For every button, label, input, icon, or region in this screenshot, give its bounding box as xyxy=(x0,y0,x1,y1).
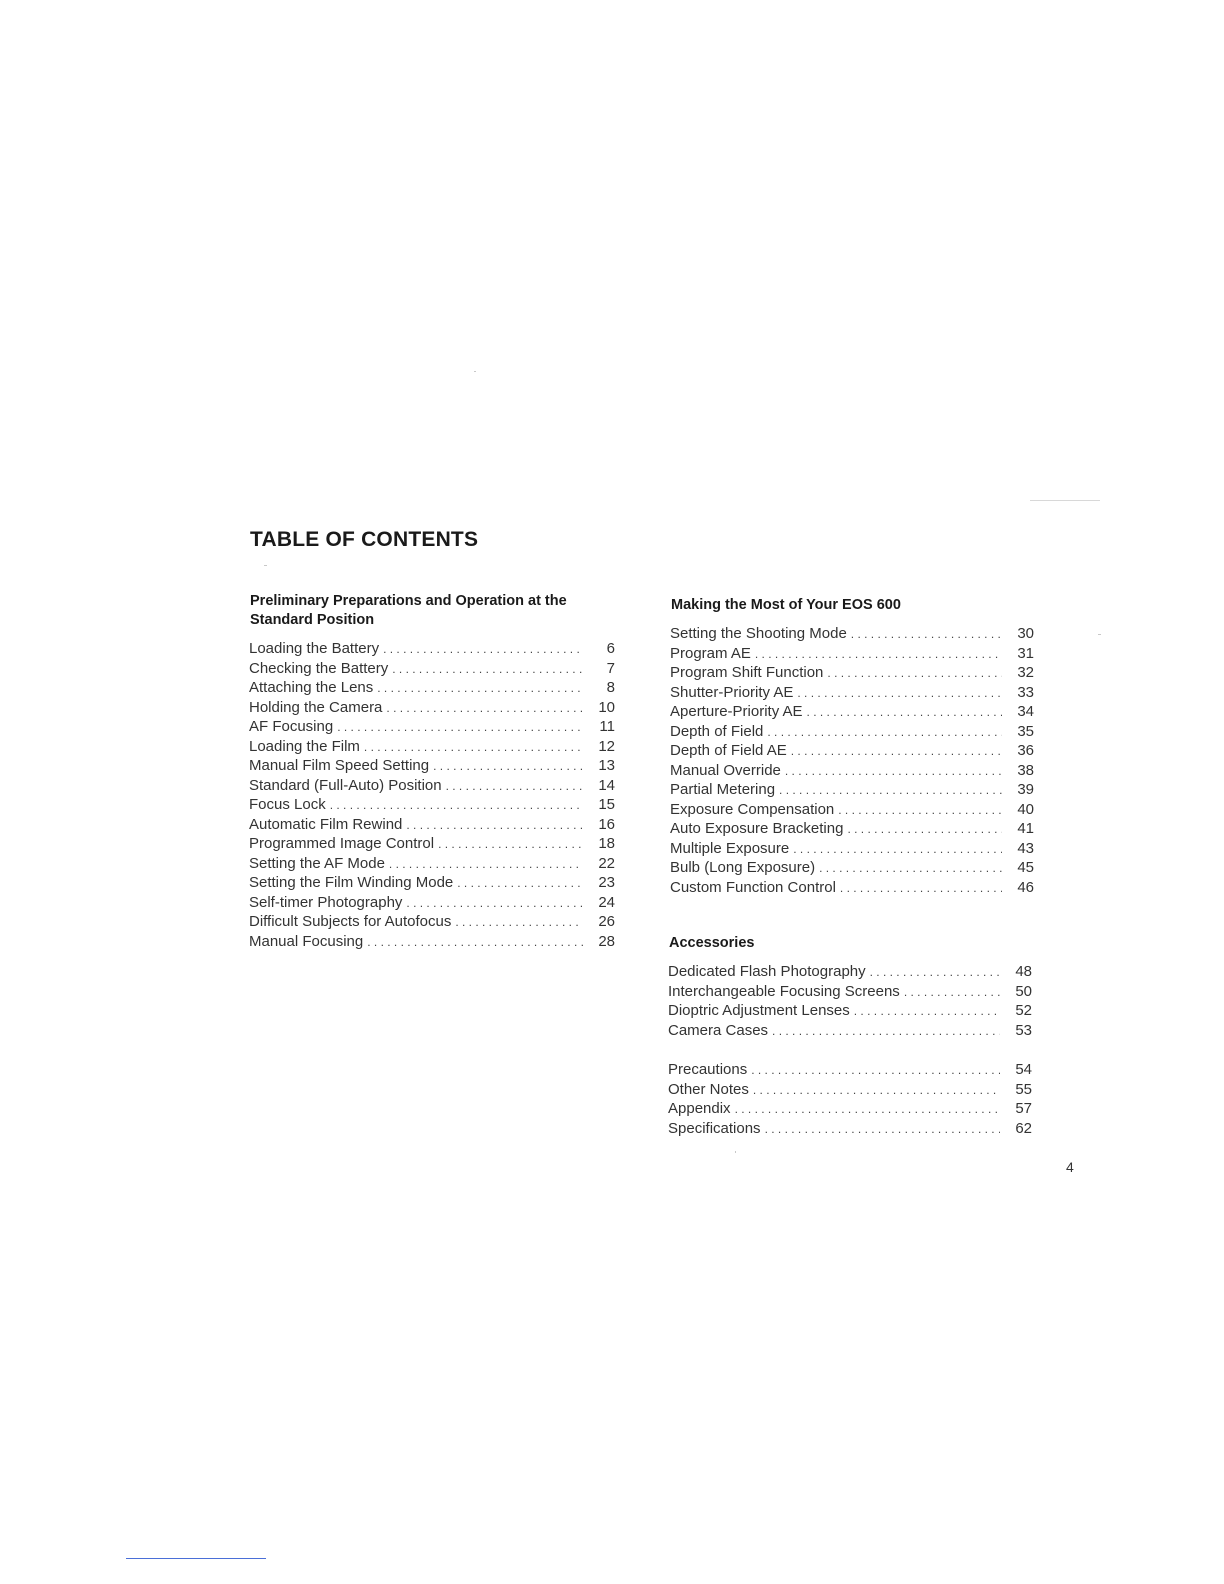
toc-leader-dots xyxy=(847,822,1002,836)
toc-leader-dots xyxy=(753,1083,1000,1097)
toc-entry-page: 50 xyxy=(1015,982,1032,1000)
toc-entry xyxy=(668,1022,1032,1042)
toc-entry xyxy=(668,1100,1032,1120)
toc-entry xyxy=(670,645,1034,665)
toc-entry xyxy=(249,718,615,738)
toc-entry xyxy=(249,699,615,719)
toc-leader-dots xyxy=(793,842,1002,856)
toc-leader-dots xyxy=(433,759,583,773)
toc-leader-dots xyxy=(827,666,1002,680)
toc-leader-dots xyxy=(797,686,1002,700)
toc-entry-page: 12 xyxy=(598,737,615,755)
toc-leader-dots xyxy=(840,881,1002,895)
toc-entry xyxy=(668,1081,1032,1101)
toc-entry xyxy=(670,684,1034,704)
toc-entry-page: 14 xyxy=(598,776,615,794)
toc-entry-title: Automatic Film Rewind xyxy=(249,815,403,833)
toc-entry-title: Custom Function Control xyxy=(670,878,836,896)
toc-entry-title: Appendix xyxy=(668,1100,731,1117)
toc-entry-page: 18 xyxy=(598,835,615,852)
toc-entry-page: 15 xyxy=(598,796,615,813)
toc-entry-title: Checking the Battery xyxy=(249,659,389,677)
page-title: TABLE OF CONTENTS xyxy=(250,528,479,552)
section-heading-making-the-most: Making the Most of Your EOS 600 xyxy=(671,597,901,613)
toc-entry-title: Dedicated Flash Photography xyxy=(668,963,866,980)
toc-entry-title: Standard (Full-Auto) Position xyxy=(249,776,442,794)
toc-entry-title: Depth of Field xyxy=(670,722,764,740)
toc-entry-page: 28 xyxy=(598,932,615,950)
toc-entry-page: 53 xyxy=(1015,1021,1032,1039)
toc-leader-dots xyxy=(406,818,583,832)
scan-speck xyxy=(474,371,476,372)
toc-entry-page: 36 xyxy=(1017,742,1034,759)
toc-entry xyxy=(668,1002,1032,1022)
toc-entry-title: Manual Focusing xyxy=(249,932,364,950)
toc-entry-title: Setting the Shooting Mode xyxy=(670,625,847,642)
toc-entry-page: 45 xyxy=(1017,859,1034,876)
toc-entry-title: Partial Metering xyxy=(670,781,776,798)
toc-leader-dots xyxy=(446,779,583,793)
toc-entry-page: 13 xyxy=(598,757,615,774)
toc-leader-dots xyxy=(438,837,583,851)
toc-entry xyxy=(249,913,615,933)
toc-list-other xyxy=(668,1061,1032,1139)
toc-entry-page: 40 xyxy=(1017,800,1034,818)
toc-entry-title: Aperture-Priority AE xyxy=(670,703,803,720)
toc-entry-title: Manual Film Speed Setting xyxy=(249,757,430,774)
toc-entry xyxy=(670,820,1034,840)
toc-entry-title: Interchangeable Focusing Screens xyxy=(668,982,900,1000)
toc-entry-page: 48 xyxy=(1015,963,1032,980)
toc-entry-title: Other Notes xyxy=(668,1080,749,1098)
scan-speck xyxy=(264,565,267,566)
toc-entry xyxy=(249,874,615,894)
toc-leader-dots xyxy=(457,876,583,890)
toc-leader-dots xyxy=(367,935,583,949)
toc-entry-title: Programmed Image Control xyxy=(249,835,435,852)
toc-entry-page: 62 xyxy=(1015,1119,1032,1137)
toc-leader-dots xyxy=(383,642,583,656)
toc-entry-page: 24 xyxy=(598,893,615,911)
toc-entry-title: Camera Cases xyxy=(668,1021,769,1039)
toc-entry-title: Program Shift Function xyxy=(670,664,824,681)
toc-entry xyxy=(668,983,1032,1003)
toc-leader-dots xyxy=(791,744,1002,758)
toc-entry-title: Depth of Field AE xyxy=(670,742,787,759)
toc-entry xyxy=(670,879,1034,899)
toc-leader-dots xyxy=(751,1063,1000,1077)
toc-entry xyxy=(249,738,615,758)
toc-leader-dots xyxy=(767,725,1002,739)
toc-entry xyxy=(249,835,615,855)
toc-entry-page: 8 xyxy=(606,679,615,696)
toc-entry xyxy=(249,933,615,953)
toc-entry-title: Focus Lock xyxy=(249,796,326,813)
toc-entry xyxy=(249,796,615,816)
toc-entry-page: 7 xyxy=(606,659,615,677)
toc-entry-page: 38 xyxy=(1017,761,1034,779)
toc-entry-title: Exposure Compensation xyxy=(670,800,835,818)
toc-entry xyxy=(670,625,1034,645)
toc-entry-page: 16 xyxy=(598,815,615,833)
toc-entry xyxy=(670,781,1034,801)
toc-leader-dots xyxy=(377,681,583,695)
toc-entry-title: Specifications xyxy=(668,1119,761,1137)
toc-leader-dots xyxy=(755,647,1002,661)
toc-entry xyxy=(249,640,615,660)
toc-entry-title: Loading the Film xyxy=(249,737,360,755)
toc-leader-dots xyxy=(389,857,583,871)
toc-entry-title: Holding the Camera xyxy=(249,698,383,716)
toc-entry-title: Multiple Exposure xyxy=(670,839,790,857)
toc-list-accessories xyxy=(668,963,1032,1041)
toc-entry-page: 54 xyxy=(1015,1061,1032,1078)
toc-entry-title: Manual Override xyxy=(670,761,781,779)
toc-leader-dots xyxy=(779,783,1002,797)
toc-entry-title: Auto Exposure Bracketing xyxy=(670,820,844,837)
toc-entry-title: Self-timer Photography xyxy=(249,893,403,911)
toc-entry-title: AF Focusing xyxy=(249,718,334,735)
toc-entry-page: 43 xyxy=(1017,839,1034,857)
scan-speck xyxy=(735,1151,736,1153)
toc-leader-dots xyxy=(772,1024,1000,1038)
scan-speck xyxy=(1030,500,1100,501)
toc-entry-page: 26 xyxy=(598,913,615,930)
toc-entry xyxy=(670,840,1034,860)
toc-entry xyxy=(249,679,615,699)
toc-entry-page: 31 xyxy=(1017,644,1034,662)
toc-leader-dots xyxy=(392,662,583,676)
toc-entry-page: 23 xyxy=(598,874,615,891)
toc-entry-title: Loading the Battery xyxy=(249,640,380,657)
section-heading-preliminary: Preliminary Preparations and Operation at the Standard Position xyxy=(250,593,567,628)
toc-leader-dots xyxy=(838,803,1002,817)
toc-leader-dots xyxy=(735,1102,1000,1116)
toc-leader-dots xyxy=(819,861,1002,875)
toc-entry xyxy=(249,894,615,914)
toc-entry-page: 6 xyxy=(606,640,615,657)
toc-entry-title: Dioptric Adjustment Lenses xyxy=(668,1002,850,1019)
toc-entry xyxy=(670,742,1034,762)
toc-entry-page: 10 xyxy=(598,698,615,716)
toc-entry xyxy=(670,859,1034,879)
toc-entry xyxy=(670,664,1034,684)
toc-leader-dots xyxy=(337,720,583,734)
toc-entry-page: 33 xyxy=(1017,683,1034,701)
toc-entry-page: 41 xyxy=(1017,820,1034,837)
toc-entry-page: 57 xyxy=(1015,1100,1032,1117)
toc-entry-title: Attaching the Lens xyxy=(249,679,374,696)
toc-entry xyxy=(249,757,615,777)
toc-leader-dots xyxy=(455,915,583,929)
toc-entry xyxy=(670,703,1034,723)
toc-entry-title: Shutter-Priority AE xyxy=(670,683,794,701)
toc-leader-dots xyxy=(904,985,1000,999)
toc-entry xyxy=(249,855,615,875)
toc-entry-page: 34 xyxy=(1017,703,1034,720)
toc-entry-page: 11 xyxy=(599,718,615,735)
toc-entry-page: 46 xyxy=(1017,878,1034,896)
footer-rule xyxy=(126,1558,266,1559)
section-heading-accessories: Accessories xyxy=(669,935,755,951)
toc-leader-dots xyxy=(870,965,1000,979)
toc-entry xyxy=(670,801,1034,821)
toc-entry-page: 22 xyxy=(598,854,615,872)
toc-entry-page: 52 xyxy=(1015,1002,1032,1019)
toc-entry xyxy=(670,723,1034,743)
toc-leader-dots xyxy=(807,705,1002,719)
toc-entry-title: Difficult Subjects for Autofocus xyxy=(249,913,452,930)
toc-list-making-the-most xyxy=(670,625,1034,898)
toc-entry xyxy=(249,816,615,836)
toc-entry-title: Setting the Film Winding Mode xyxy=(249,874,454,891)
toc-leader-dots xyxy=(854,1004,1000,1018)
toc-entry-page: 32 xyxy=(1017,664,1034,681)
toc-entry xyxy=(668,1061,1032,1081)
toc-entry xyxy=(668,963,1032,983)
toc-leader-dots xyxy=(785,764,1002,778)
page-number: 4 xyxy=(1066,1159,1074,1175)
toc-leader-dots xyxy=(330,798,583,812)
toc-leader-dots xyxy=(765,1122,1000,1136)
toc-entry-title: Setting the AF Mode xyxy=(249,854,385,872)
scan-speck xyxy=(1098,634,1101,635)
toc-leader-dots xyxy=(851,627,1002,641)
toc-entry xyxy=(670,762,1034,782)
toc-leader-dots xyxy=(386,701,583,715)
toc-entry xyxy=(668,1120,1032,1140)
toc-entry-page: 35 xyxy=(1017,722,1034,740)
toc-entry-title: Program AE xyxy=(670,644,751,662)
toc-entry xyxy=(249,660,615,680)
toc-entry-page: 55 xyxy=(1015,1080,1032,1098)
toc-entry xyxy=(249,777,615,797)
toc-entry-page: 39 xyxy=(1017,781,1034,798)
toc-entry-title: Precautions xyxy=(668,1061,748,1078)
toc-leader-dots xyxy=(364,740,583,754)
toc-entry-title: Bulb (Long Exposure) xyxy=(670,859,816,876)
toc-entry-page: 30 xyxy=(1017,625,1034,642)
toc-leader-dots xyxy=(406,896,583,910)
toc-list-preliminary xyxy=(249,640,615,952)
